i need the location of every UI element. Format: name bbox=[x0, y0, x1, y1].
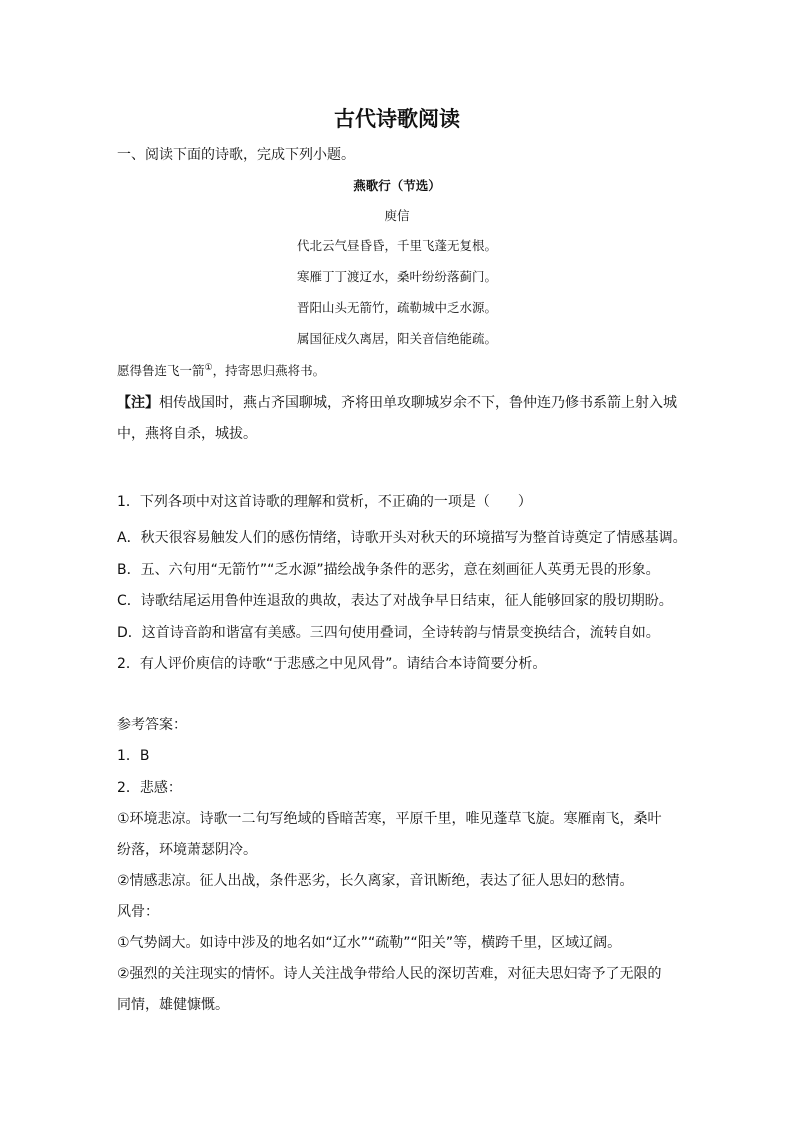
question-1: 1．下列各项中对这首诗歌的理解和赏析，不正确的一项是（ ） bbox=[117, 494, 532, 510]
poem-line: 寒雁丁丁渡辽水，桑叶纷纷落蓟门。 bbox=[296, 269, 497, 284]
note-text: 相传战国时，燕占齐国聊城，齐将田单攻聊城岁余不下，鲁仲连乃修书系箭上射入城 bbox=[159, 395, 677, 411]
answer-paragraph: ②强烈的关注现实的情怀。诗人关注战争带给人民的深切苦难，对征夫思妇寄予了无限的 bbox=[117, 966, 662, 982]
answer-paragraph: ②情感悲凉。征人出战，条件恶劣，长久离家，音讯断绝，表达了征人思妇的愁情。 bbox=[117, 873, 634, 889]
answer-subheading: 风骨： bbox=[117, 904, 159, 920]
page-title: 古代诗歌阅读 bbox=[334, 106, 460, 131]
poem-last-line-main: 愿得鲁连飞一箭 bbox=[117, 363, 205, 378]
option-b: B．五、六句用“无箭竹”“乏水源”描绘战争条件的恶劣，意在刻画征人英勇无畏的形象。 bbox=[117, 562, 660, 578]
note-label: 【注】 bbox=[117, 395, 159, 411]
answers-heading: 参考答案： bbox=[117, 717, 187, 733]
poem-title: 燕歌行（节选） bbox=[353, 178, 441, 193]
poem-line: 晋阳山头无箭竹，疏勒城中乏水源。 bbox=[296, 300, 497, 315]
poem-line: 代北云气昼昏昏，千里飞蓬无复根。 bbox=[296, 238, 497, 253]
note-line bbox=[117, 393, 677, 413]
answer-2: 2．悲感： bbox=[117, 780, 182, 796]
option-a: A．秋天很容易触发人们的感伤情绪，诗歌开头对秋天的环境描写为整首诗奠定了情感基调。 bbox=[117, 530, 687, 546]
poem-author: 庾信 bbox=[384, 208, 410, 223]
poem-last-line bbox=[117, 361, 325, 381]
footnote-marker: ① bbox=[204, 362, 213, 373]
poem-line: 属国征戍久离居，阳关音信绝能疏。 bbox=[296, 331, 497, 346]
answer-paragraph: 同情，雄健慷慨。 bbox=[117, 997, 229, 1013]
answer-paragraph: ①环境悲凉。诗歌一二句写绝域的昏暗苦寒，平原千里，唯见蓬草飞旋。寒雁南飞，桑叶 bbox=[117, 811, 662, 827]
note-line: 中，燕将自杀，城拔。 bbox=[117, 426, 257, 442]
section-intro: 一、阅读下面的诗歌，完成下列小题。 bbox=[117, 147, 355, 163]
answer-paragraph: ①气势阔大。如诗中涉及的地名如“辽水”“疏勒”“阳关”等，横跨千里，区域辽阔。 bbox=[117, 935, 622, 951]
option-c: C．诗歌结尾运用鲁仲连退敌的典故，表达了对战争早日结束，征人能够回家的殷切期盼。 bbox=[117, 593, 673, 609]
answer-paragraph: 纷落，环境萧瑟阴冷。 bbox=[117, 842, 257, 858]
poem-last-line-tail: ，持寄思归燕将书。 bbox=[212, 363, 326, 378]
option-d: D．这首诗音韵和谐富有美感。三四句使用叠词，全诗转韵与情景变换结合，流转自如。 bbox=[117, 625, 660, 641]
question-2: 2．有人评价庾信的诗歌“于悲感之中见风骨”。请结合本诗简要分析。 bbox=[117, 656, 547, 672]
answer-1: 1．B bbox=[117, 748, 150, 764]
